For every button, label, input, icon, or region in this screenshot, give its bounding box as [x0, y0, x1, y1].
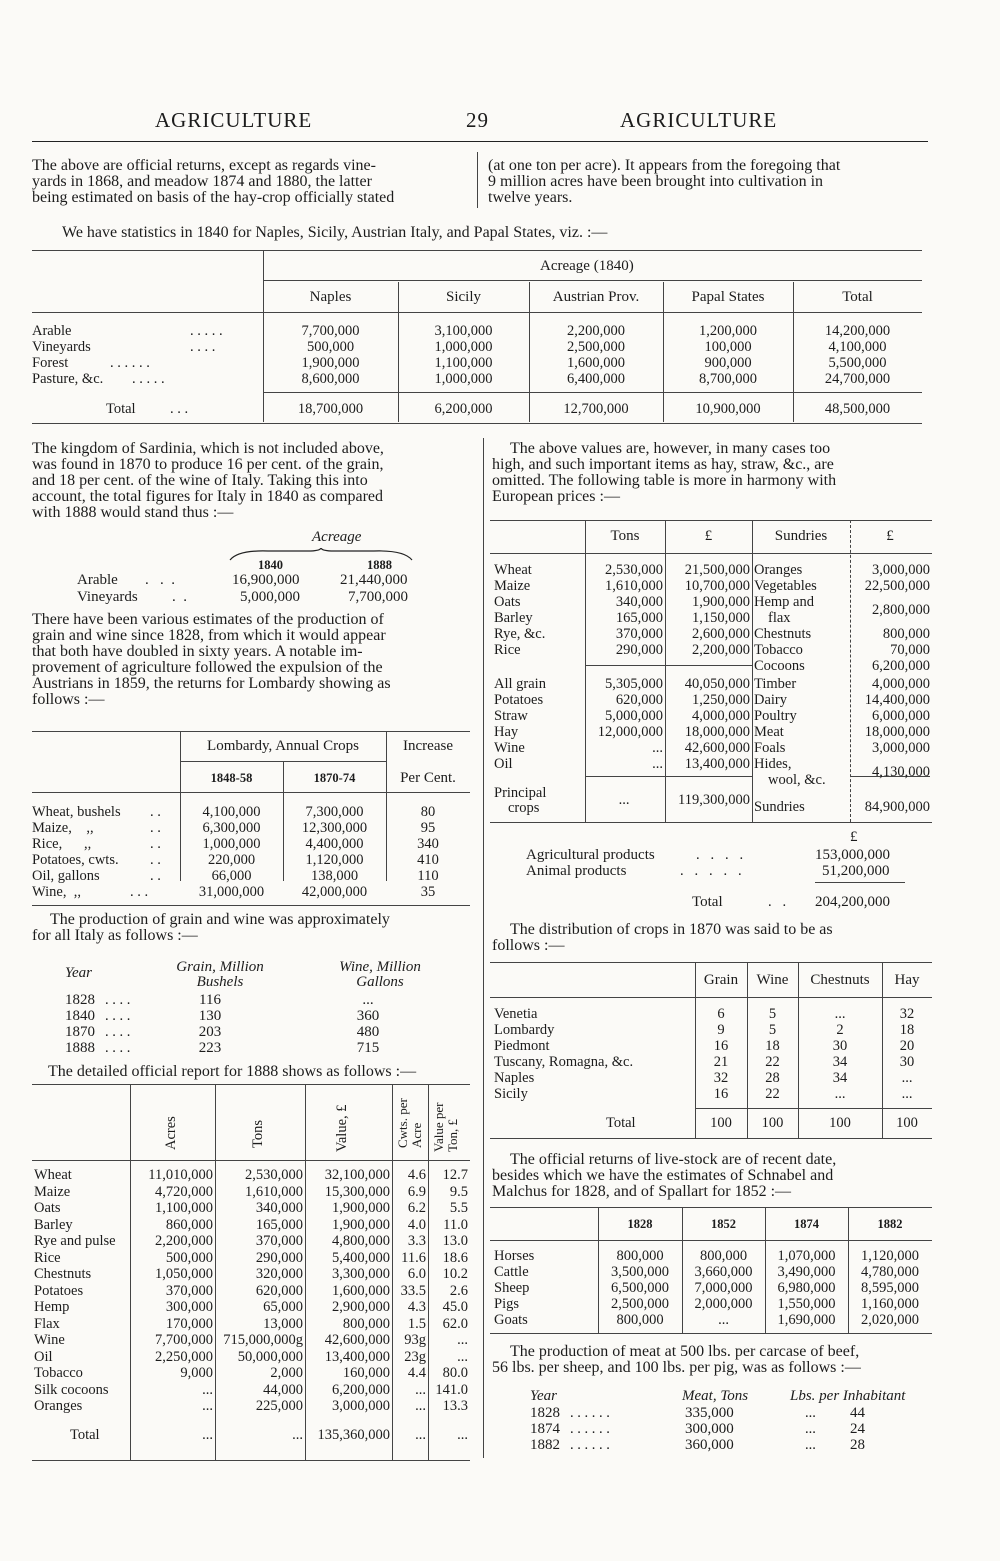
table-cell: 340,000: [615, 594, 663, 610]
table-cell: 42,600,000: [324, 1332, 390, 1348]
table-cell: 2: [836, 1022, 844, 1038]
table-cell: 2,900,000: [332, 1299, 390, 1315]
table-cell: 1,050,000: [155, 1266, 213, 1282]
table-cell: ...: [457, 1332, 468, 1348]
table-cell: 13,400,000: [684, 756, 750, 772]
table-cell: ...: [415, 1398, 426, 1414]
table-cell: 1,600,000: [332, 1282, 390, 1299]
row-label: Wheat: [34, 1167, 72, 1183]
row-label: Timber: [754, 676, 797, 692]
row-label: Wine: [494, 740, 525, 756]
row-label: Hay: [494, 724, 519, 740]
row-label: Oil: [34, 1348, 53, 1365]
table-cell: 9.5: [449, 1183, 468, 1200]
row-label: Wine: [34, 1332, 65, 1348]
table-cell: 5: [768, 1006, 777, 1022]
table-cell: 800,000: [882, 626, 930, 642]
table-cell: 6,200,000: [332, 1381, 390, 1398]
table-cell: ...: [292, 1427, 303, 1443]
row-label: Vegetables: [754, 578, 817, 594]
table-cell: 32: [713, 1070, 729, 1086]
prices-paragraph: The above values are, however, in many cases too high, and such important items as hay, straw, &c., are omitted. The following table is more in harmony with European prices :—: [492, 440, 837, 505]
table-cell: 3,300,000: [332, 1266, 390, 1282]
row-label: Chestnuts: [34, 1266, 92, 1282]
table-cell: 170,000: [165, 1315, 213, 1332]
table-cell: 2,020,000: [861, 1312, 919, 1328]
table-cell: 44,000: [263, 1381, 303, 1398]
acreage-group-header: Acreage (1840): [540, 258, 634, 274]
row-label: Maize: [494, 578, 531, 594]
table-cell: 2.6: [449, 1282, 468, 1299]
table-cell: ...: [652, 740, 663, 756]
row-label: Pigs: [494, 1296, 519, 1312]
table-cell: 2,200,000: [692, 642, 750, 658]
table-cell: 18,000,000: [684, 724, 750, 740]
table-cell: 5,305,000: [605, 676, 663, 692]
table-cell: 6: [717, 1006, 725, 1022]
statistics-intro: We have statistics in 1840 for Naples, Sicily, Austrian Italy, and Papal States, viz. :—: [62, 224, 608, 241]
table-cell: 2,600,000: [692, 626, 750, 642]
table-cell: 3.3: [407, 1233, 426, 1249]
table-cell: 22,500,000: [864, 578, 930, 594]
table-cell: ...: [202, 1398, 213, 1414]
table-cell: 4,130,000: [872, 764, 930, 780]
table-cell: 2,200,000: [155, 1233, 213, 1249]
table-cell: ...: [202, 1381, 213, 1398]
row-label: Venetia: [494, 1006, 538, 1022]
table-cell: 16: [713, 1086, 729, 1102]
table-cell: 1,690,000: [777, 1312, 836, 1328]
table-cell: 2,800,000: [872, 602, 930, 618]
table-cell: 370,000: [615, 626, 663, 642]
table-cell: 14,400,000: [864, 692, 930, 708]
table-cell: 141.0: [435, 1381, 468, 1398]
table-cell: 100: [829, 1115, 851, 1131]
row-label-arable: Arable: [32, 323, 72, 339]
row-label: Maize: [34, 1183, 71, 1200]
running-head-right: AGRICULTURE: [620, 108, 778, 132]
table-cell: 370,000: [165, 1282, 213, 1299]
table-cell: 16: [713, 1038, 729, 1054]
table-cell: 800,000: [342, 1315, 390, 1332]
table-cell: 6.2: [407, 1200, 426, 1216]
row-label: Barley: [494, 610, 533, 626]
row-label: Rice: [34, 1249, 61, 1266]
table-cell: ...: [834, 1086, 846, 1102]
table-cell: 500,000: [165, 1249, 213, 1266]
table-cell: 6,500,000: [611, 1280, 669, 1296]
row-label: Rice: [494, 642, 521, 658]
table-cell: 1,100,000: [155, 1200, 213, 1216]
table-cell: 4,000,000: [872, 676, 930, 692]
row-label: Silk cocoons: [34, 1381, 109, 1398]
table-cell: 6,200,000: [872, 658, 930, 674]
row-label: Rye and pulse: [34, 1233, 116, 1249]
table-cell: 9: [717, 1022, 725, 1038]
row-label: Cattle: [494, 1264, 529, 1280]
table-cell: 32: [899, 1006, 915, 1022]
table-cell: 715,000,000g: [223, 1332, 303, 1348]
table-cell: 7,000,000: [694, 1280, 753, 1296]
table-cell: 32,100,000: [324, 1167, 390, 1183]
table-cell: 290,000: [615, 642, 663, 658]
table-cell: 28: [765, 1070, 780, 1086]
table-cell: wool, &c.: [768, 772, 826, 788]
row-label: Tuscany, Romagna, &c.: [494, 1054, 634, 1070]
row-label: Hemp and: [754, 594, 814, 610]
table-cell: 9,000: [180, 1365, 213, 1381]
table-cell: 135,360,000: [317, 1427, 390, 1443]
table-cell: flax: [768, 610, 791, 626]
table-cell: 620,000: [615, 692, 663, 708]
table-cell: 1,900,000: [692, 594, 750, 610]
table-cell: 1,900,000: [332, 1216, 390, 1233]
table-cell: ...: [415, 1427, 426, 1443]
table-cell: 18: [765, 1038, 780, 1054]
table-cell: 1,900,000: [332, 1200, 390, 1216]
row-label: Piedmont: [494, 1038, 550, 1054]
row-label: Dairy: [754, 692, 788, 708]
table-cell: 2,000: [270, 1365, 303, 1381]
table-cell: 34: [832, 1070, 848, 1086]
table-cell: 340,000: [255, 1200, 303, 1216]
table-cell: 2,000,000: [694, 1296, 753, 1312]
table-cell: ...: [718, 1312, 729, 1328]
table-cell: Principal: [494, 785, 547, 801]
table-cell: 45.0: [442, 1299, 468, 1315]
table-cell: 2,530,000: [245, 1167, 303, 1183]
table-cell: 5.5: [449, 1200, 468, 1216]
table-cell: 13,000: [263, 1315, 303, 1332]
table-cell: 1,610,000: [605, 578, 663, 594]
table-cell: 4,780,000: [861, 1264, 919, 1280]
row-label: Total: [70, 1427, 100, 1443]
row-label: Goats: [494, 1312, 528, 1328]
table-cell: 2,530,000: [605, 562, 663, 578]
row-label-vineyards: Vineyards: [32, 339, 91, 355]
row-label: Sicily: [494, 1086, 528, 1102]
table-cell: 22: [765, 1054, 780, 1070]
col-naples: Naples: [309, 289, 352, 305]
detailed-bottom-rule: [32, 1460, 470, 1461]
table-cell: 6.0: [407, 1266, 426, 1282]
table-cell: 3,490,000: [777, 1264, 836, 1280]
table-cell: 100: [710, 1115, 732, 1131]
row-label: Potatoes: [494, 692, 544, 708]
row-label: Horses: [494, 1248, 535, 1264]
table-cell: 100: [896, 1115, 918, 1131]
table-cell: 1,150,000: [692, 610, 750, 626]
table-cell: ...: [901, 1086, 913, 1102]
table-cell: 3,000,000: [872, 562, 930, 578]
table-cell: 1,610,000: [245, 1183, 303, 1200]
table-cell: 3,000,000: [872, 740, 930, 756]
row-label: Straw: [494, 708, 528, 724]
table-cell: 13,400,000: [324, 1348, 390, 1365]
table-cell: 860,000: [165, 1216, 213, 1233]
column-divider-lower: [483, 438, 484, 1458]
table-cell: 70,000: [890, 642, 930, 658]
table-cell: ...: [652, 756, 663, 772]
table-cell: 7,700,000: [155, 1332, 213, 1348]
table-cell: ...: [457, 1348, 468, 1365]
table-cell: 4.6: [407, 1167, 426, 1183]
table-cell: 11.6: [401, 1249, 426, 1266]
table-cell: 2,500,000: [611, 1296, 669, 1312]
meat-paragraph: The production of meat at 500 lbs. per carcase of beef, 56 lbs. per sheep, and 100 lbs. per pig, was as follows :—: [492, 1343, 861, 1376]
intro-left-paragraph: The above are official returns, except as regards vine- yards in 1868, and meadow 1874 and 1880, the latter being estimated on basis of the hay-crop officially stated: [32, 157, 395, 206]
table-cell: 800,000: [616, 1248, 664, 1264]
row-label-total: Total: [106, 401, 136, 417]
table-cell: 18,000,000: [864, 724, 930, 740]
table-cell: 22: [765, 1086, 780, 1102]
table-cell: 23g: [404, 1348, 426, 1365]
table-cell: 165,000: [255, 1216, 303, 1233]
row-label-pasture: Pasture, &c.: [32, 371, 104, 387]
table-cell: 1,120,000: [861, 1248, 919, 1264]
row-label: Foals: [754, 740, 786, 756]
col-austrian: Austrian Prov.: [552, 289, 640, 305]
table-cell: 1.5: [407, 1315, 426, 1332]
table-cell: 12.7: [442, 1167, 468, 1183]
table-cell: 11,010,000: [148, 1167, 213, 1183]
row-label-forest: Forest: [32, 355, 69, 371]
table-cell: 620,000: [255, 1282, 303, 1299]
table-cell: 30: [832, 1038, 848, 1054]
table-cell: 84,900,000: [864, 799, 930, 815]
table-cell: 8,595,000: [861, 1280, 919, 1296]
table-cell: 370,000: [255, 1233, 303, 1249]
table-cell: 20: [899, 1038, 915, 1054]
table-cell: 1,550,000: [777, 1296, 836, 1312]
table-cell: 3,500,000: [611, 1264, 669, 1280]
table-cell: 42,600,000: [684, 740, 750, 756]
row-label: Meat: [754, 724, 784, 740]
table-cell: 13.0: [442, 1233, 468, 1249]
col-total: Total: [842, 289, 873, 305]
row-label: Rye, &c.: [494, 626, 546, 642]
table-cell: 15,300,000: [324, 1183, 390, 1200]
table-cell: 13.3: [442, 1398, 468, 1414]
row-label: Oats: [494, 594, 521, 610]
header-rule: [32, 141, 928, 142]
table-cell: 62.0: [442, 1315, 468, 1332]
row-label: Wheat: [494, 562, 532, 578]
row-label: Sheep: [494, 1280, 530, 1296]
row-label: Oil: [494, 756, 513, 772]
livestock-paragraph: The official returns of live-stock are of recent date, besides which we have the estimates of Schnabel and Malchus for 1828, and of Spallart for 1852 :—: [492, 1151, 837, 1200]
table-cell: 225,000: [255, 1398, 303, 1414]
table-cell: 2,250,000: [155, 1348, 213, 1365]
sardinia-paragraph: The kingdom of Sardinia, which is not included above, was found in 1870 to produce 16 per cent. of the grain, and 18 per cent. of the wine of Italy. Taking this into account, the total figures for Italy in 1840 as compared with 1888 would stand thus :—: [32, 440, 384, 521]
table-cell: 65,000: [263, 1299, 303, 1315]
production-paragraph: The production of grain and wine was approximately for all Italy as follows :—: [32, 911, 390, 944]
table-cell: 320,000: [255, 1266, 303, 1282]
row-label: Chestnuts: [754, 626, 812, 642]
intro-right-paragraph: (at one ton per acre). It appears from the foregoing that 9 million acres have been brought into cultivation in twelve years.: [488, 157, 841, 206]
row-label: Naples: [494, 1070, 535, 1086]
table-cell: 290,000: [255, 1249, 303, 1266]
table-cell: crops: [508, 800, 540, 816]
table-cell: 160,000: [342, 1365, 390, 1381]
table-cell: 21,500,000: [684, 562, 750, 578]
table-cell: 5: [768, 1022, 777, 1038]
row-label: Hemp: [34, 1299, 70, 1315]
table-cell: 10.2: [442, 1266, 468, 1282]
distribution-paragraph: The distribution of crops in 1870 was said to be as follows :—: [492, 921, 833, 954]
row-label: Hides,: [754, 756, 792, 772]
table-cell: 119,300,000: [678, 792, 750, 808]
table-cell: 6,980,000: [777, 1280, 836, 1296]
col-sicily: Sicily: [445, 289, 481, 305]
table-cell: 5,000,000: [605, 708, 663, 724]
table-cell: 5,400,000: [332, 1249, 390, 1266]
column-divider: [477, 152, 478, 208]
table-cell: 165,000: [615, 610, 663, 626]
row-label: Cocoons: [754, 658, 805, 674]
table-cell: 4,000,000: [692, 708, 750, 724]
estimates-paragraph: There have been various estimates of the production of grain and wine since 1828, from which it would appear that both have doubled in sixty years. A notable im- provement of agriculture followed the expulsion of the Austrians in 1859, the returns for Lombardy showing as follows :—: [32, 611, 391, 708]
table-cell: 4,800,000: [332, 1233, 390, 1249]
table-cell: 18.6: [442, 1249, 468, 1266]
page-number: 29: [466, 108, 489, 132]
running-head-left: AGRICULTURE: [155, 108, 313, 132]
table-cell: 93g: [404, 1332, 426, 1348]
table-cell: 80.0: [442, 1365, 468, 1381]
table-cell: ...: [901, 1070, 913, 1086]
row-label: Tobacco: [34, 1365, 83, 1381]
row-label: Sundries: [754, 799, 805, 815]
table-cell: 10,700,000: [684, 578, 750, 594]
table-cell: 6,000,000: [872, 708, 930, 724]
row-label: Total: [606, 1115, 636, 1131]
table-cell: 21: [713, 1054, 729, 1070]
row-label: Oats: [34, 1200, 61, 1216]
table-cell: ...: [415, 1381, 426, 1398]
table-cell: 18: [899, 1022, 915, 1038]
table-cell: 1,250,000: [692, 692, 750, 708]
table-cell: ...: [618, 792, 630, 808]
detailed-intro: The detailed official report for 1888 shows as follows :—: [48, 1063, 417, 1080]
row-label: Flax: [34, 1315, 60, 1332]
table-cell: 1,070,000: [777, 1248, 836, 1264]
row-label: Poultry: [754, 708, 797, 724]
table-cell: 4.3: [407, 1299, 426, 1315]
table-cell: 1,160,000: [861, 1296, 919, 1312]
col-papal: Papal States: [691, 289, 765, 305]
table-cell: 4.4: [407, 1365, 426, 1381]
table-cell: 4.0: [407, 1216, 426, 1233]
table-cell: 800,000: [699, 1248, 748, 1264]
table-cell: 3,660,000: [694, 1264, 753, 1280]
table-cell: 34: [832, 1054, 848, 1070]
row-label: Lombardy: [494, 1022, 555, 1038]
table-cell: 800,000: [616, 1312, 664, 1328]
table-cell: 30: [899, 1054, 915, 1070]
table-cell: ...: [834, 1006, 846, 1022]
table-cell: 11.0: [443, 1216, 468, 1233]
row-label: Tobacco: [754, 642, 803, 658]
table-cell: ...: [202, 1427, 213, 1443]
table-cell: 50,000,000: [237, 1348, 303, 1365]
row-label: Oranges: [34, 1398, 83, 1414]
table-cell: 6.9: [407, 1183, 426, 1200]
row-label: Barley: [34, 1216, 73, 1233]
table-cell: 3,000,000: [332, 1398, 390, 1414]
table-cell: 40,050,000: [684, 676, 750, 692]
table-cell: 33.5: [400, 1282, 426, 1299]
table-cell: ...: [457, 1427, 468, 1443]
table-cell: 300,000: [165, 1299, 213, 1315]
row-label: Potatoes: [34, 1282, 84, 1299]
row-label: All grain: [494, 676, 546, 692]
table-cell: 12,000,000: [597, 724, 663, 740]
table-cell: 4,720,000: [155, 1183, 213, 1200]
table-cell: 100: [761, 1115, 784, 1131]
row-label: Oranges: [754, 562, 803, 578]
